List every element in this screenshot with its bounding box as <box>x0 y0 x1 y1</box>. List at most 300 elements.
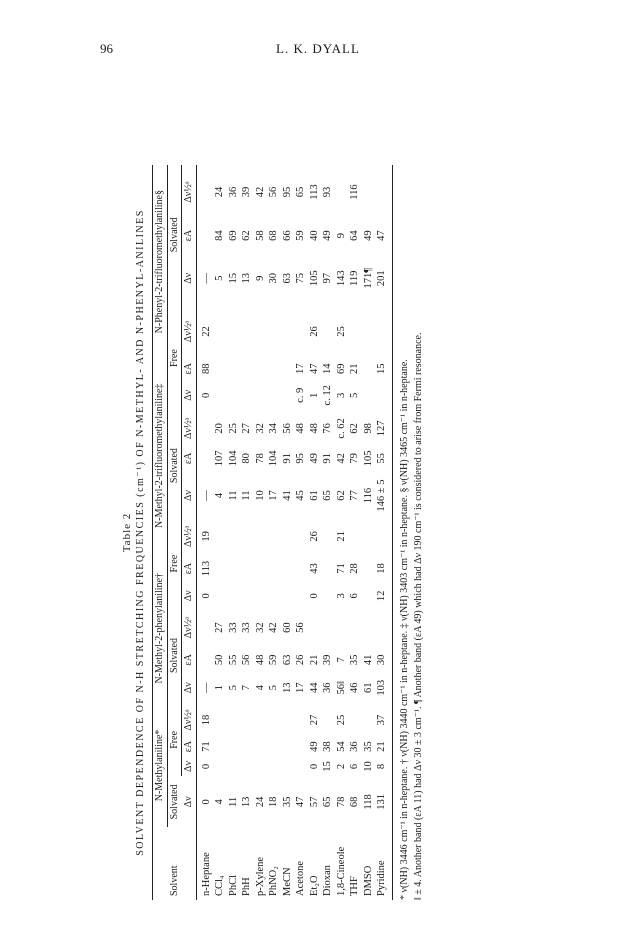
table-cell: 113 <box>308 184 320 200</box>
table-cell <box>281 736 295 756</box>
table-cell: 95 <box>295 453 306 464</box>
table-row <box>240 165 254 900</box>
table-cell: 63 <box>281 273 293 284</box>
table-cell <box>254 379 268 412</box>
table-cell: 26 <box>308 326 320 337</box>
running-head: L. K. DYALL <box>276 41 360 56</box>
table-cell: 55 <box>227 654 239 666</box>
table-cell: — <box>200 273 212 284</box>
table-cell <box>348 703 362 736</box>
table-cell <box>227 358 241 379</box>
table-row <box>267 165 281 900</box>
table-cell: 20 <box>214 423 225 434</box>
table-cell: 49 <box>362 230 374 241</box>
table-cell: 11 <box>227 490 239 501</box>
table-cell: 79 <box>349 453 360 464</box>
table-cell <box>281 520 295 554</box>
table-cell: 65 <box>322 796 333 808</box>
table-cell <box>267 703 281 736</box>
table-cell: 0 <box>308 593 320 599</box>
table-cell: 44 <box>308 682 320 693</box>
table-cell <box>362 608 376 648</box>
table-cell <box>213 703 227 736</box>
table-cell: 40 <box>308 230 320 241</box>
table-cell <box>227 305 241 359</box>
solvent-name: PhNO₂ <box>268 866 279 896</box>
rotated-table-block <box>120 165 500 900</box>
subheader-free: Free <box>167 305 182 412</box>
table-cell: 6 <box>349 763 360 770</box>
table-cell: 103 <box>375 672 392 703</box>
table-cell: 10 <box>254 490 266 501</box>
table-cell <box>227 520 241 554</box>
table-cell: 33 <box>227 622 239 633</box>
table-cell <box>240 520 254 554</box>
table-cell: 39 <box>322 654 333 666</box>
table-cell: 61 <box>308 490 320 501</box>
col-dv: Δν <box>183 389 194 401</box>
table-cell: 47 <box>375 219 392 252</box>
solvent-name: CCl₄ <box>214 875 225 896</box>
table-cell: 19 <box>200 531 212 542</box>
table-cell <box>240 358 254 379</box>
table-cell <box>362 584 376 608</box>
table-cell: 37 <box>375 703 392 736</box>
table-cell <box>294 703 308 736</box>
header-group-n-methylaniline: N-Methylaniline* <box>153 703 168 827</box>
table-cell: 36 <box>349 741 360 752</box>
table-cell: 21 <box>308 654 320 666</box>
table-footnotes <box>398 165 426 900</box>
col-dv: Δν <box>183 272 194 284</box>
table-cell <box>281 703 295 736</box>
table-cell: 116 <box>362 487 374 504</box>
col-dv-half: Δν½ᵃ <box>183 709 194 731</box>
table-cell: 59 <box>295 230 306 241</box>
table-cell: 35 <box>349 654 360 666</box>
table-cell <box>375 520 392 554</box>
table-cell: c. 12 <box>322 385 333 406</box>
subheader-solvated: Solvated <box>167 412 182 520</box>
table-cell <box>227 584 241 608</box>
table-cell: 56 <box>241 654 252 666</box>
table-cell: 56‖ <box>335 681 347 695</box>
table-cell <box>227 553 241 584</box>
table-cell: 62 <box>241 230 252 241</box>
table-cell: 7 <box>241 685 252 691</box>
table-cell <box>294 553 308 584</box>
footnote-line: * ν(NH) 3446 cm⁻¹ in n-heptane. † ν(NH) 3440 cm⁻¹ in n-heptane. ‡ ν(NH) 3403 cm⁻¹ in n-heptane. § ν(NH) 3465 cm⁻¹ in n-heptane. <box>398 359 410 900</box>
table-cell: c. 62 <box>335 418 347 439</box>
page-number: 96 <box>100 41 113 56</box>
table-cell: 14 <box>322 363 333 374</box>
table-cell: 38 <box>322 741 333 752</box>
table-cell: 18 <box>200 714 212 726</box>
table-row <box>375 165 392 900</box>
table-cell <box>240 379 254 412</box>
table-cell <box>294 520 308 554</box>
table-cell: 56 <box>295 622 306 633</box>
col-dv: Δν <box>183 761 194 772</box>
table-cell: 27 <box>214 622 225 633</box>
table-row <box>227 165 241 900</box>
table-cell: 91 <box>322 453 333 464</box>
table-cell: 118 <box>362 794 374 810</box>
table-cell: 105 <box>362 450 374 467</box>
table-cell: 50 <box>214 654 225 666</box>
table-cell: 71 <box>200 741 212 752</box>
table-cell <box>240 703 254 736</box>
table-cell: 18 <box>268 796 279 808</box>
solvent-name: THF <box>349 876 360 896</box>
table-title: SOLVENT DEPENDENCE OF N-H STRETCHING FREQUENCIES (cm⁻¹) OF N-METHYL- AND N-PHENYL-ANILINES <box>135 209 146 856</box>
header-group-n-methyl-2-trifluoromethylaniline: N-Methyl-2-trifluoromethylaniline‡ <box>153 358 168 553</box>
table-cell: 107 <box>214 450 225 467</box>
table-cell <box>254 553 268 584</box>
col-ea: εA <box>183 363 194 375</box>
solvent-name: Pyridine <box>375 827 392 900</box>
table-cell: 47 <box>308 363 320 374</box>
table-cell <box>281 553 295 584</box>
table-cell: 17 <box>268 490 279 501</box>
table-cell: 35 <box>362 741 374 752</box>
table-cell: 146 ± 5 <box>375 472 392 520</box>
table-cell: 64 <box>349 230 360 241</box>
table-cell <box>267 757 281 777</box>
table-cell: 104 <box>227 450 239 467</box>
table-cell <box>213 553 227 584</box>
table-cell <box>267 520 281 554</box>
table-cell <box>362 305 376 359</box>
table-cell: 25 <box>335 714 347 726</box>
col-dv-half: Δν½ᵃ <box>183 617 194 639</box>
table-cell: 116 <box>349 184 360 200</box>
table-cell <box>362 553 376 584</box>
col-dv-half: Δν½ᵃ <box>183 181 194 203</box>
table-cell <box>281 757 295 777</box>
table-cell: 17 <box>295 363 306 374</box>
table-cell <box>308 608 322 648</box>
table-cell: 3 <box>335 593 347 599</box>
table-cell: 9 <box>335 232 347 239</box>
subheader-solvated: Solvated <box>168 784 180 820</box>
table-cell: 56 <box>281 423 293 434</box>
table-cell: 11 <box>227 796 239 807</box>
solvent-name: MeCN <box>281 867 293 896</box>
subheader-free: Free <box>167 703 182 776</box>
table-cell: 33 <box>241 622 252 633</box>
table-cell <box>375 379 392 412</box>
table-cell: 88 <box>200 363 212 374</box>
table-cell <box>227 379 241 412</box>
table-cell: 61 <box>362 682 374 693</box>
table-cell: 21 <box>375 736 392 756</box>
table-cell: 5 <box>227 685 239 691</box>
table-cell: 26 <box>295 654 306 666</box>
table-cell <box>362 379 376 412</box>
table-cell: 12 <box>375 584 392 608</box>
table-cell: 49 <box>308 453 320 464</box>
table-cell: c. 9 <box>295 387 306 403</box>
col-dv: Δν <box>183 590 194 602</box>
header-solvent: Solvent <box>153 827 197 900</box>
table-cell: 113 <box>200 560 212 577</box>
table-cell: 0 <box>200 799 212 805</box>
table-cell <box>196 412 213 446</box>
table-cell <box>227 757 241 777</box>
table-row <box>281 165 295 900</box>
table-cell: 8 <box>375 757 392 777</box>
table-cell <box>294 736 308 756</box>
table-cell: 2 <box>335 763 347 770</box>
table-cell: 28 <box>349 563 360 574</box>
table-row <box>196 165 213 900</box>
table-cell: 93 <box>322 186 333 198</box>
table-cell: 60 <box>281 622 293 633</box>
table-body <box>196 165 392 900</box>
table-cell: 68 <box>349 796 360 808</box>
table-cell: 34 <box>268 423 279 434</box>
table-cell <box>196 608 213 648</box>
table-cell: 35 <box>281 796 293 808</box>
solvent-name: PhCl <box>227 874 239 896</box>
table-cell: 1 <box>308 392 320 398</box>
solvent-name: Acetone <box>295 861 306 896</box>
table-cell <box>335 165 349 219</box>
table-cell <box>240 584 254 608</box>
table-cell <box>254 358 268 379</box>
table-cell <box>196 445 213 471</box>
table-cell: 58 <box>254 230 266 241</box>
table-cell <box>321 553 335 584</box>
col-dv: Δν <box>182 796 194 808</box>
table-cell: 80 <box>241 453 252 464</box>
table-cell: 71 <box>335 563 347 574</box>
col-dv-half: Δν½ᵃ <box>183 320 194 343</box>
table-cell <box>267 305 281 359</box>
table-cell: 32 <box>254 622 266 633</box>
table-cell: 17 <box>295 682 306 693</box>
table-cell: 104 <box>268 450 279 467</box>
table-cell: 4 <box>214 492 225 499</box>
table-cell <box>213 358 227 379</box>
table-cell <box>267 736 281 756</box>
table-cell <box>375 305 392 359</box>
table-cell <box>281 358 295 379</box>
table-cell <box>254 703 268 736</box>
table-cell: 65 <box>322 490 333 501</box>
table-cell: 0 <box>200 392 212 398</box>
table-cell: 201 <box>375 252 392 304</box>
table-cell: 41 <box>281 490 293 501</box>
table-cell <box>240 305 254 359</box>
table-cell: 75 <box>295 273 306 284</box>
table-cell <box>362 358 376 379</box>
table-cell <box>294 305 308 359</box>
table-cell: 46 <box>349 682 360 693</box>
table-cell: 25 <box>227 423 239 434</box>
table-cell <box>375 608 392 648</box>
table-cell: 27 <box>241 423 252 434</box>
table-cell <box>213 520 227 554</box>
table-cell: 15 <box>227 273 239 284</box>
table-cell: 78 <box>254 453 266 464</box>
solvent-name: PhH <box>241 877 252 896</box>
table-cell <box>213 736 227 756</box>
col-ea: εA <box>183 562 194 575</box>
table-cell: 68 <box>268 230 279 241</box>
table-cell <box>254 736 268 756</box>
table-cell <box>362 703 376 736</box>
table-row <box>294 165 308 900</box>
table-cell: 78 <box>335 796 347 808</box>
table-cell: 97 <box>322 273 333 284</box>
table-cell: 27 <box>308 714 320 726</box>
table-cell <box>321 703 335 736</box>
table-cell: 42 <box>254 186 266 198</box>
table-cell: — <box>200 682 212 693</box>
table-cell: 21 <box>335 531 347 542</box>
table-cell: 48 <box>254 654 266 666</box>
table-cell: 76 <box>322 423 333 434</box>
table-cell <box>196 165 213 219</box>
table-cell: 6 <box>349 593 360 599</box>
solvent-name: 1,8-Cineole <box>335 846 347 896</box>
table-cell <box>267 553 281 584</box>
table-cell: 24 <box>214 186 225 198</box>
table-row <box>254 165 268 900</box>
solvent-name: DMSO <box>362 865 374 896</box>
table-cell <box>281 584 295 608</box>
table-cell: 22 <box>200 326 212 337</box>
subheader-free: Free <box>167 520 182 608</box>
table-cell: 24 <box>254 796 266 808</box>
table-cell: 42 <box>335 453 347 464</box>
col-dv-half: Δν½ᵃ <box>183 417 194 439</box>
table-cell <box>375 165 392 219</box>
table-cell: 119 <box>349 270 360 286</box>
table-cell: 54 <box>335 741 347 752</box>
table-cell: 36 <box>227 186 239 198</box>
solvent-name: n-Heptane <box>200 852 212 896</box>
table-cell: 56 <box>268 186 279 198</box>
table-cell <box>335 608 349 648</box>
table-cell: 77 <box>349 490 360 501</box>
table-cell: 69 <box>227 230 239 241</box>
table-cell: 7 <box>335 657 347 663</box>
table-cell: 49 <box>322 230 333 241</box>
header-group-n-phenyl-2-trifluoromethylaniline: N-Phenyl-2-trifluoromethylaniline§ <box>153 165 168 358</box>
footnote-line: ‖ ± 4. Another band (εA 11) had Δν 30 ± 3 cm⁻¹. ¶ Another band (εA 49) which had Δν 190 cm⁻¹ is considered to arise from Fermi resonance. <box>412 332 424 900</box>
table-cell: — <box>200 490 212 501</box>
table-caption: Table 2 <box>121 512 133 553</box>
table-cell: 30 <box>268 273 279 284</box>
table-cell <box>227 736 241 756</box>
table-cell: 43 <box>308 563 320 574</box>
table-cell <box>240 757 254 777</box>
table-cell: 4 <box>254 685 266 691</box>
table-row <box>321 165 335 900</box>
subheader-solvated: Solvated <box>167 608 182 704</box>
table-cell: 48 <box>295 423 306 434</box>
table-cell: 13 <box>281 682 293 693</box>
table-cell <box>196 219 213 252</box>
col-dv-half: Δν½ᵃ <box>183 525 194 547</box>
table-cell: 95 <box>281 186 293 198</box>
table-cell: 32 <box>254 423 266 434</box>
table-cell: 5 <box>268 685 279 691</box>
table-cell: 21 <box>349 363 360 374</box>
frequency-table <box>152 165 393 900</box>
table-cell <box>254 584 268 608</box>
table-cell: 10 <box>362 761 374 772</box>
col-ea: εA <box>183 229 194 242</box>
table-cell <box>213 305 227 359</box>
table-row <box>308 165 322 900</box>
table-cell: 98 <box>362 423 374 434</box>
table-row <box>335 165 349 900</box>
table-cell: 57 <box>308 796 320 808</box>
table-cell: 55 <box>375 445 392 471</box>
solvent-name: Dioxan <box>322 865 333 896</box>
table-cell: 63 <box>281 654 293 666</box>
table-cell: 48 <box>308 423 320 434</box>
table-cell <box>321 520 335 554</box>
table-cell: 0 <box>308 763 320 770</box>
table-cell <box>281 305 295 359</box>
table-cell: 0 <box>200 763 212 770</box>
table-cell <box>227 703 241 736</box>
table-cell: 91 <box>281 453 293 464</box>
table-cell <box>213 584 227 608</box>
table-cell: 1 <box>214 685 225 691</box>
solvent-name: p-Xylene <box>254 856 266 896</box>
table-cell <box>267 379 281 412</box>
table-cell: 5 <box>349 392 360 398</box>
table-cell <box>348 608 362 648</box>
table-cell: 4 <box>214 799 225 805</box>
table-cell: 25 <box>335 326 347 337</box>
subheader-solvated: Solvated <box>167 165 182 305</box>
table-cell: 45 <box>295 490 306 501</box>
table-cell: 39 <box>241 186 252 198</box>
table-cell <box>362 165 376 219</box>
table-cell: 36 <box>322 682 333 693</box>
table-cell <box>267 584 281 608</box>
table-cell <box>254 305 268 359</box>
table-cell: 143 <box>335 270 347 287</box>
table-cell: 131 <box>375 776 392 827</box>
table-cell: 0 <box>200 593 212 599</box>
table-cell: 15 <box>322 761 333 772</box>
table-cell <box>254 757 268 777</box>
table-cell <box>281 379 295 412</box>
table-cell <box>321 305 335 359</box>
table-cell: 3 <box>335 392 347 398</box>
table-cell: 47 <box>295 796 306 808</box>
table-cell <box>240 553 254 584</box>
table-cell <box>240 736 254 756</box>
table-cell: 41 <box>362 654 374 666</box>
table-cell: 11 <box>241 490 252 501</box>
table-cell: 66 <box>281 230 293 241</box>
col-dv: Δν <box>183 490 194 502</box>
table-cell: 62 <box>349 423 360 434</box>
col-ea: εA <box>183 654 194 666</box>
table-cell <box>254 520 268 554</box>
table-cell: 171¶ <box>362 268 374 289</box>
table-cell: 127 <box>375 412 392 446</box>
